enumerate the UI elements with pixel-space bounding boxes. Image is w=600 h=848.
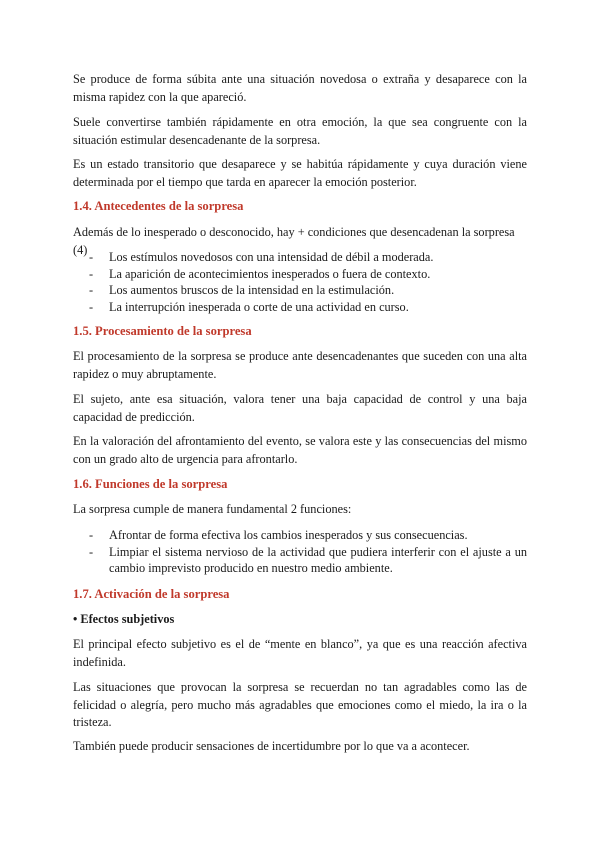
paragraph: Suele convertirse también rápidamente en otra emoción, la que sea congruente con la situación estimular desencadenante de la sorpresa.	[73, 115, 527, 147]
paragraph: El procesamiento de la sorpresa se produce ante desencadenantes que suceden con una alta rapidez o muy abruptamente.	[73, 349, 527, 381]
dash-marker: -	[89, 544, 94, 559]
dash-marker: -	[89, 250, 94, 264]
dash-marker: -	[89, 266, 94, 281]
paragraph: El sujeto, ante esa situación, valora tener una baja capacidad de control y una baja capacidad de predicción.	[73, 392, 527, 424]
dash-marker: -	[89, 528, 94, 542]
dash-marker: -	[89, 299, 94, 314]
paragraph: Se produce de forma súbita ante una situación novedosa o extraña y desaparece con la misma rapidez con la que apareció.	[73, 72, 527, 104]
list-item: - La aparición de acontecimientos inesperados o fuera de contexto.	[89, 266, 431, 281]
subheading: • Efectos subjetivos	[73, 612, 175, 626]
list-item: - La interrupción inesperada o corte de una actividad en curso.	[89, 299, 409, 314]
section-heading: 1.5. Procesamiento de la sorpresa	[73, 324, 252, 338]
section-heading: 1.4. Antecedentes de la sorpresa	[73, 199, 244, 213]
paragraph: En la valoración del afrontamiento del evento, se valora este y las consecuencias del mismo con un grado alto de urgencia para afrontarlo.	[73, 434, 527, 466]
dash-marker: -	[89, 283, 94, 298]
paragraph: Las situaciones que provocan la sorpresa se recuerdan no tan agradables como las de felicidad o alegría, pero mucho más agradables que emociones como el miedo, la ira o la tristeza.	[73, 680, 527, 729]
list-item: - Los aumentos bruscos de la intensidad en la estimulación.	[89, 283, 395, 298]
bullet-list	[73, 527, 527, 577]
list-item: - Afrontar de forma efectiva los cambios inesperados y sus consecuencias.	[89, 528, 468, 542]
paragraph: Es un estado transitorio que desaparece y se habitúa rápidamente y cuya duración viene determinada por el tiempo que tarda en aparecer la emoción posterior.	[73, 157, 527, 189]
list-item: - Limpiar el sistema nervioso de la actividad que pudiera interferir con el ajuste a un cambio imprevisto producido en nuestro medio ambiente.	[89, 544, 527, 576]
paragraph: El principal efecto subjetivo es el de “mente en blanco”, ya que es una reacción afectiva indefinida.	[73, 637, 527, 669]
section-heading: 1.7. Activación de la sorpresa	[73, 587, 230, 601]
section-heading: 1.6. Funciones de la sorpresa	[73, 477, 228, 491]
list-item: - Los estímulos novedosos con una intensidad de débil a moderada.	[89, 250, 434, 264]
paragraph: También puede producir sensaciones de incertidumbre por lo que va a acontecer.	[73, 739, 470, 753]
bullet-list	[73, 249, 527, 315]
paragraph: La sorpresa cumple de manera fundamental 2 funciones:	[73, 502, 352, 516]
paragraph: Además de lo inesperado o desconocido, hay + condiciones que desencadenan la sorpresa (4)	[73, 225, 515, 257]
